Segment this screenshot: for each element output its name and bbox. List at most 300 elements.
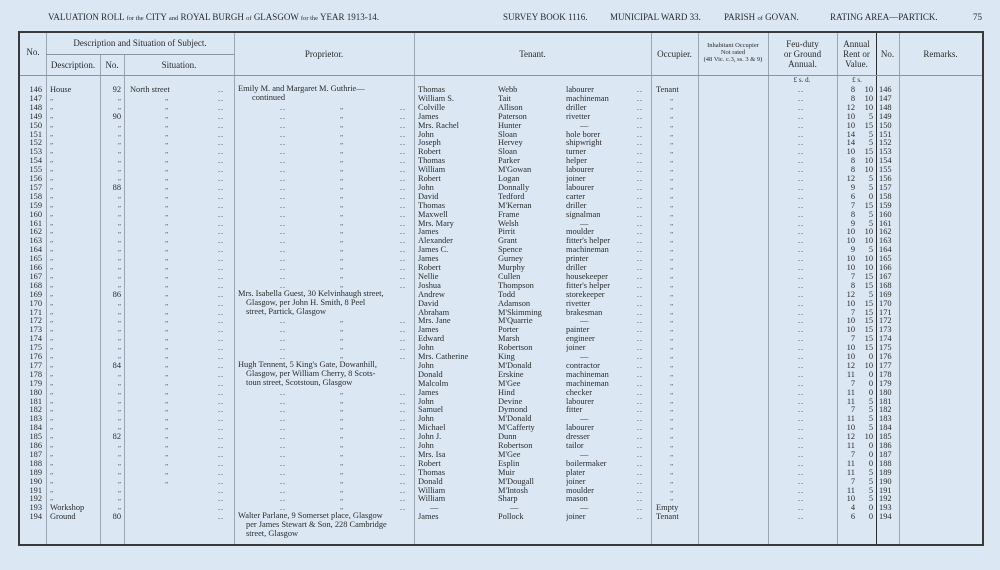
proprietor-dot-leader: .. xyxy=(280,396,286,406)
row-number: 169 xyxy=(29,289,42,299)
proprietor-ditto: „ xyxy=(340,449,344,458)
dot-leader: .. xyxy=(798,111,804,121)
rent-pounds: 7 xyxy=(850,334,855,344)
table-row xyxy=(20,174,982,183)
tenant-first-name: Michael xyxy=(418,423,446,433)
tenant-first-name: Edward xyxy=(418,334,445,344)
occupier: „ xyxy=(670,165,674,174)
rent-shillings: 15 xyxy=(864,343,873,353)
rent-shillings: 10 xyxy=(864,165,873,175)
rent-shillings: 0 xyxy=(868,352,873,361)
proprietor-ditto: „ xyxy=(340,191,344,200)
situation: „ xyxy=(165,102,169,111)
rent-pounds: 7 xyxy=(850,271,855,281)
rent-shillings: 5 xyxy=(868,174,873,183)
occupier: „ xyxy=(670,298,674,307)
dot-leader: .. xyxy=(218,191,224,201)
dot-leader: .. xyxy=(400,200,406,210)
row-number: 185 xyxy=(29,432,42,442)
row-number-right: 168 xyxy=(879,280,892,290)
row-number-right: 187 xyxy=(879,449,892,459)
row-number: 170 xyxy=(29,298,42,308)
row-number-right: 193 xyxy=(879,503,892,513)
tenant-first-name: Nellie xyxy=(418,271,439,281)
street-number: „ xyxy=(117,307,121,316)
situation: „ xyxy=(165,467,169,476)
rent-pounds: 12 xyxy=(846,289,855,299)
dot-leader: .. xyxy=(400,111,406,121)
dot-leader: .. xyxy=(637,396,643,406)
street-number: „ xyxy=(117,503,121,512)
dot-leader: .. xyxy=(400,467,406,477)
description: „ xyxy=(50,360,54,369)
row-number-right: 194 xyxy=(879,512,892,522)
rent-shillings: 15 xyxy=(864,271,873,281)
tenant-first-name: Alexander xyxy=(418,236,453,246)
tenant-occupation: hole borer xyxy=(566,129,601,139)
description: „ xyxy=(50,93,54,102)
proprietor-dot-leader: .. xyxy=(280,254,286,264)
rent-pounds: 7 xyxy=(850,449,855,459)
occupier: „ xyxy=(670,307,674,316)
dot-leader: .. xyxy=(637,476,643,486)
description: „ xyxy=(50,182,54,191)
rent-shillings: 10 xyxy=(864,432,873,442)
proprietor-ditto: „ xyxy=(340,352,344,360)
tenant-first-name: James xyxy=(418,512,439,522)
dot-leader: .. xyxy=(218,209,224,219)
dot-leader: .. xyxy=(637,263,643,272)
row-number: 157 xyxy=(29,182,42,192)
tenant-first-name: Samuel xyxy=(418,405,444,415)
situation: „ xyxy=(165,129,169,138)
proprietor-ditto: „ xyxy=(340,414,344,423)
situation: North street xyxy=(130,85,170,94)
description: „ xyxy=(50,236,54,245)
rent-shillings: 5 xyxy=(868,138,873,148)
description: „ xyxy=(50,174,54,182)
row-number-right: 181 xyxy=(879,396,892,406)
proprietor-dot-leader: .. xyxy=(280,476,286,486)
table-row xyxy=(20,450,982,459)
dot-leader: .. xyxy=(218,289,224,299)
situation: „ xyxy=(165,325,169,334)
tenant-occupation: checker xyxy=(566,387,593,397)
rent-shillings: 5 xyxy=(868,111,873,121)
situation: „ xyxy=(165,298,169,307)
dot-leader: .. xyxy=(400,325,406,335)
dot-leader: .. xyxy=(637,174,643,183)
dot-leader: .. xyxy=(798,289,804,299)
tenant-surname: M'Quarrie xyxy=(498,316,533,326)
dot-leader: .. xyxy=(400,129,406,139)
dot-leader: .. xyxy=(400,405,406,415)
dot-leader: .. xyxy=(637,378,643,388)
tenant-surname: Frame xyxy=(498,209,520,219)
rent-shillings: 0 xyxy=(868,503,873,513)
occupier: „ xyxy=(670,245,674,254)
description: „ xyxy=(50,352,54,360)
street-number: „ xyxy=(117,467,121,476)
rent-pounds: 11 xyxy=(846,387,855,397)
occupier: „ xyxy=(670,147,674,156)
occupier: „ xyxy=(670,414,674,423)
proprietor-line: per James Stewart & Son, 228 Cambridge xyxy=(246,521,387,530)
dot-leader: .. xyxy=(637,494,643,504)
situation: „ xyxy=(165,449,169,458)
row-number-right: 173 xyxy=(879,325,892,335)
occupier: „ xyxy=(670,218,674,227)
dot-leader: .. xyxy=(400,396,406,406)
tenant-surname: Erskine xyxy=(498,369,524,379)
tenant-occupation: helper xyxy=(566,156,587,166)
tenant-occupation: machineman xyxy=(566,369,609,379)
description: „ xyxy=(50,245,54,254)
tenant-occupation: tailor xyxy=(566,441,584,450)
rent-pounds: 10 xyxy=(846,298,855,308)
row-number-right: 147 xyxy=(879,93,892,103)
table-row xyxy=(20,477,982,486)
inhabitant-line: Not rated xyxy=(720,49,746,56)
dot-leader: .. xyxy=(798,396,804,406)
table-row xyxy=(20,432,982,441)
tenant-occupation: painter xyxy=(566,325,590,335)
description: „ xyxy=(50,227,54,236)
dot-leader: .. xyxy=(400,245,406,255)
row-number-right: 178 xyxy=(879,369,892,379)
row-number-right: 150 xyxy=(879,120,892,130)
proprietor-dot-leader: .. xyxy=(280,387,286,397)
dot-leader: .. xyxy=(637,369,643,379)
occupier: „ xyxy=(670,352,674,360)
tenant-surname: Logan xyxy=(498,174,520,183)
dot-leader: .. xyxy=(637,423,643,433)
row-number: 191 xyxy=(29,485,42,495)
situation: „ xyxy=(165,396,169,405)
rent-pounds: 14 xyxy=(846,129,855,139)
dot-leader: .. xyxy=(798,271,804,281)
dot-leader: .. xyxy=(218,396,224,406)
proprietor-dot-leader: .. xyxy=(280,280,286,290)
table-row xyxy=(20,165,982,174)
tenant-surname: Gurney xyxy=(498,254,524,264)
col-header-remarks: Remarks. xyxy=(923,49,958,59)
street-number: „ xyxy=(117,387,121,396)
tenant-occupation: — xyxy=(580,414,589,424)
row-number: 188 xyxy=(29,458,42,468)
dot-leader: .. xyxy=(637,458,643,468)
tenant-surname: Paterson xyxy=(498,111,527,121)
tenant-occupation: labourer xyxy=(566,85,594,94)
dot-leader: .. xyxy=(218,165,224,175)
rent-line: Rent or xyxy=(843,49,870,59)
occupier: Empty xyxy=(656,503,679,513)
proprietor-ditto: „ xyxy=(340,236,344,245)
title-word: for the xyxy=(300,15,319,22)
rent-shillings: 5 xyxy=(868,494,873,504)
proprietor-dot-leader: .. xyxy=(280,191,286,201)
dot-leader: .. xyxy=(400,458,406,468)
dot-leader: .. xyxy=(400,120,406,130)
proprietor-line: Glasgow, per William Cherry, 8 Scots- xyxy=(246,369,376,378)
proprietor-dot-leader: .. xyxy=(280,236,286,246)
rent-pounds: 11 xyxy=(846,369,855,379)
rent-pounds: 10 xyxy=(846,236,855,246)
proprietor-dot-leader: .. xyxy=(280,441,286,450)
situation: „ xyxy=(165,307,169,316)
table-row xyxy=(20,334,982,343)
tenant-surname: Marsh xyxy=(498,334,520,344)
street-number: „ xyxy=(117,120,121,129)
tenant-occupation: machineman xyxy=(566,93,609,103)
street-number: „ xyxy=(117,343,121,352)
table-row xyxy=(20,503,982,512)
dot-leader: .. xyxy=(400,352,406,361)
description: „ xyxy=(50,289,54,298)
situation: „ xyxy=(165,343,169,352)
tenant-occupation: engineer xyxy=(566,334,595,344)
rent-line: Value. xyxy=(845,59,868,69)
dot-leader: .. xyxy=(637,120,643,130)
proprietor-dot-leader: .. xyxy=(280,182,286,192)
rent-pounds: 10 xyxy=(846,227,855,237)
table-row xyxy=(20,308,982,317)
rent-shillings: 10 xyxy=(864,93,873,103)
occupier: „ xyxy=(670,316,674,325)
row-number: 146 xyxy=(29,85,42,94)
occupier: „ xyxy=(670,254,674,263)
row-number-right: 171 xyxy=(879,307,892,317)
tenant-occupation: joiner xyxy=(566,343,586,353)
dot-leader: .. xyxy=(637,503,643,513)
dot-leader: .. xyxy=(400,271,406,281)
dot-leader: .. xyxy=(637,414,643,424)
dot-leader: .. xyxy=(637,485,643,495)
dot-leader: .. xyxy=(637,467,643,477)
row-number: 151 xyxy=(29,129,42,139)
tenant-first-name: Mrs. Isa xyxy=(418,449,446,459)
rent-line: Annual xyxy=(843,39,870,49)
occupier: „ xyxy=(670,120,674,129)
title-word: VALUATION ROLL xyxy=(48,12,125,22)
dot-leader: .. xyxy=(798,325,804,335)
proprietor-ditto: „ xyxy=(340,156,344,165)
dot-leader: .. xyxy=(798,360,804,370)
street-number: „ xyxy=(117,334,121,343)
table-row xyxy=(20,316,982,325)
description: „ xyxy=(50,369,54,378)
tenant-surname: Adamson xyxy=(498,298,531,308)
dot-leader: .. xyxy=(798,182,804,192)
occupier: „ xyxy=(670,156,674,165)
dot-leader: .. xyxy=(218,316,224,326)
occupier: „ xyxy=(670,209,674,218)
tenant-surname: Grant xyxy=(498,236,518,246)
street-number: „ xyxy=(117,476,121,485)
street-number: „ xyxy=(117,227,121,236)
tenant-occupation: brakesman xyxy=(566,307,603,317)
tenant-first-name: Maxwell xyxy=(418,209,448,219)
tenant-first-name: Mrs. Mary xyxy=(418,218,454,228)
dot-leader: .. xyxy=(798,174,804,183)
dot-leader: .. xyxy=(798,316,804,326)
row-number: 166 xyxy=(29,263,42,272)
tenant-occupation: machineman xyxy=(566,245,609,255)
proprietor-dot-leader: .. xyxy=(280,200,286,210)
dot-leader: .. xyxy=(798,156,804,166)
rent-pounds: 8 xyxy=(850,165,855,175)
dot-leader: .. xyxy=(400,102,406,112)
col-header-street-no: No. xyxy=(105,60,119,70)
row-number-right: 169 xyxy=(879,289,892,299)
dot-leader: .. xyxy=(218,485,224,495)
dot-leader: .. xyxy=(637,387,643,397)
table-row xyxy=(20,325,982,334)
rent-shillings: 0 xyxy=(868,449,873,459)
proprietor-dot-leader: .. xyxy=(280,414,286,424)
proprietor-ditto: „ xyxy=(340,254,344,263)
row-number-right: 179 xyxy=(879,378,892,388)
row-number-right: 174 xyxy=(879,334,892,344)
dot-leader: .. xyxy=(400,263,406,272)
tenant-first-name: John xyxy=(418,441,434,450)
tenant-surname: Tedford xyxy=(498,191,525,201)
dot-leader: .. xyxy=(400,441,406,450)
dot-leader: .. xyxy=(798,138,804,148)
description: „ xyxy=(50,405,54,414)
col-header-occupier: Occupier. xyxy=(657,49,692,59)
tenant-occupation: labourer xyxy=(566,396,594,406)
title-word: and xyxy=(168,15,179,22)
dot-leader: .. xyxy=(798,449,804,459)
dot-leader: .. xyxy=(400,280,406,290)
row-number-right: 167 xyxy=(879,271,892,281)
street-number: „ xyxy=(117,93,121,102)
dot-leader: .. xyxy=(798,387,804,397)
col-header-proprietor: Proprietor. xyxy=(304,49,344,59)
rent-pounds: 10 xyxy=(846,147,855,157)
dot-leader: .. xyxy=(637,218,643,228)
tenant-first-name: James xyxy=(418,111,439,121)
rent-pounds: 9 xyxy=(850,182,855,192)
dot-leader: .. xyxy=(218,387,224,397)
proprietor-ditto: „ xyxy=(340,111,344,120)
row-number: 175 xyxy=(29,343,42,353)
tenant-surname: Hind xyxy=(498,387,515,397)
tenant-occupation: boilermaker xyxy=(566,458,607,468)
tenant-surname: Pirrit xyxy=(498,227,516,237)
description: „ xyxy=(50,102,54,111)
proprietor-dot-leader: .. xyxy=(280,165,286,175)
dot-leader: .. xyxy=(637,325,643,335)
situation: „ xyxy=(165,432,169,441)
rent-shillings: 10 xyxy=(864,85,873,94)
situation: „ xyxy=(165,263,169,271)
occupier: „ xyxy=(670,263,674,271)
table-row xyxy=(20,201,982,210)
dot-leader: .. xyxy=(637,165,643,175)
dot-leader: .. xyxy=(637,182,643,192)
proprietor-ditto: „ xyxy=(340,503,344,512)
situation: „ xyxy=(165,182,169,191)
situation: „ xyxy=(165,387,169,396)
table-row xyxy=(20,361,982,370)
dot-leader: .. xyxy=(218,449,224,459)
tenant-first-name: Joseph xyxy=(418,138,441,148)
proprietor-ditto: „ xyxy=(340,423,344,432)
tenant-first-name: David xyxy=(418,298,439,308)
occupier: „ xyxy=(670,378,674,387)
table-row xyxy=(20,397,982,406)
description: „ xyxy=(50,485,54,494)
rent-pounds: 6 xyxy=(850,191,855,201)
inhabitant-line: (48 Vic. c.3, ss. 3 & 9) xyxy=(703,56,763,63)
row-number-right: 190 xyxy=(879,476,892,486)
rent-pounds: 7 xyxy=(850,200,855,210)
description: „ xyxy=(50,494,54,503)
occupier: „ xyxy=(670,405,674,414)
dot-leader: .. xyxy=(218,298,224,308)
rent-pounds: 8 xyxy=(850,156,855,166)
inhabitant-line: Inhabitant Occupier xyxy=(707,42,759,49)
row-number-right: 175 xyxy=(879,343,892,353)
row-number: 178 xyxy=(29,369,42,379)
proprietor-dot-leader: .. xyxy=(280,316,286,326)
occupier: „ xyxy=(670,200,674,209)
tenant-occupation: fitter's helper xyxy=(566,236,611,246)
rent-pounds: 7 xyxy=(850,378,855,388)
description: „ xyxy=(50,263,54,271)
street-number: „ xyxy=(117,494,121,503)
street-number: „ xyxy=(117,485,121,494)
dot-leader: .. xyxy=(400,182,406,192)
dot-leader: .. xyxy=(218,271,224,281)
row-number-right: 170 xyxy=(879,298,892,308)
col-header-feu-duty xyxy=(768,39,837,69)
dot-leader: .. xyxy=(218,352,224,361)
tenant-first-name: William xyxy=(418,494,446,504)
row-number-right: 192 xyxy=(879,494,892,504)
street-number: „ xyxy=(117,325,121,334)
dot-leader: .. xyxy=(400,414,406,424)
survey-book: SURVEY BOOK 1116. xyxy=(503,12,588,22)
table-row xyxy=(20,236,982,245)
situation: „ xyxy=(165,458,169,467)
municipal-ward: MUNICIPAL WARD 33. xyxy=(610,12,701,22)
tenant-first-name: Thomas xyxy=(418,200,445,210)
parish-word: PARISH xyxy=(724,12,756,22)
row-number: 164 xyxy=(29,245,42,255)
tenant-first-name: Mrs. Rachel xyxy=(418,120,459,130)
description: Ground xyxy=(50,512,76,522)
tenant-surname: Thompson xyxy=(498,280,534,290)
occupier: „ xyxy=(670,111,674,120)
dot-leader: .. xyxy=(798,352,804,361)
row-number: 190 xyxy=(29,476,42,486)
title-word: GLASGOW xyxy=(253,12,299,22)
dot-leader: .. xyxy=(798,467,804,477)
dot-leader: .. xyxy=(637,156,643,166)
tenant-occupation: — xyxy=(580,352,589,361)
row-number: 182 xyxy=(29,405,42,415)
dot-leader: .. xyxy=(400,254,406,264)
rent-shillings: 10 xyxy=(864,227,873,237)
row-number: 179 xyxy=(29,378,42,388)
rent-pounds: 10 xyxy=(846,423,855,433)
tenant-surname: M'Skimming xyxy=(498,307,542,317)
tenant-occupation: labourer xyxy=(566,423,594,433)
proprietor-line: Walter Parlane, 9 Somerset place, Glasgow xyxy=(238,512,383,521)
